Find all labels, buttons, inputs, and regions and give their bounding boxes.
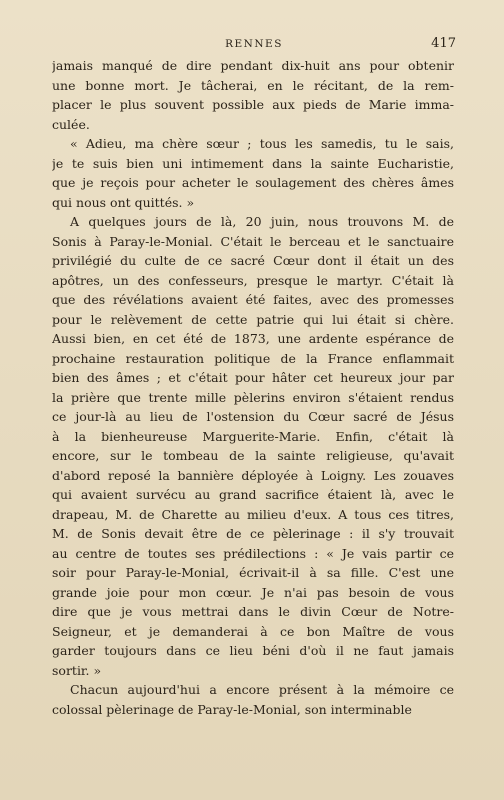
page-number: 417	[431, 36, 456, 51]
text-line: une bonne mort. Je tâcherai, en le récitant, de la rem-	[52, 77, 454, 93]
text-line: culée.	[52, 116, 90, 132]
text-line: M. de Sonis devait être de ce pèlerinage : il s'y trouvait	[52, 526, 454, 541]
paragraph	[52, 56, 454, 134]
text-line: prochaine restauration politique de la France enflammait	[52, 350, 454, 366]
text-line: Sonis à Paray-le-Monial. C'était le berceau et le sanctuaire	[52, 233, 454, 249]
text-line: privilégié du culte de ce sacré Cœur dont il était un des	[52, 253, 454, 268]
text-line: grande joie pour mon cœur. Je n'ai pas besoin de vous	[52, 584, 454, 600]
page-body	[52, 56, 454, 719]
text-line: bien des âmes ; et c'était pour hâter cet heureux jour par	[52, 370, 454, 385]
text-line: au centre de toutes ses prédilections : « Je vais partir ce	[52, 545, 454, 561]
text-line: à la bienheureuse Marguerite-Marie. Enfin, c'était là	[52, 428, 454, 444]
paragraph	[52, 680, 454, 719]
text-line: garder toujours dans ce lieu béni d'où il ne faut jamais	[52, 643, 454, 658]
text-line: « Adieu, ma chère sœur ; tous les samedis, tu le sais,	[70, 136, 454, 151]
text-line: qui nous ont quittés. »	[52, 194, 195, 210]
text-line: drapeau, M. de Charette au milieu d'eux. A tous ces titres,	[52, 506, 454, 522]
text-line: placer le plus souvent possible aux pieds de Marie imma-	[52, 97, 454, 112]
text-line: la prière que trente mille pèlerins environ s'étaient rendus	[52, 389, 454, 405]
text-line: jamais manqué de dire pendant dix-huit ans pour obtenir	[52, 58, 454, 73]
text-line: ce jour-là au lieu de l'ostension du Cœur sacré de Jésus	[52, 409, 454, 424]
running-title: RENNES	[225, 38, 283, 50]
text-line: que des révélations avaient été faites, avec des promesses	[52, 292, 454, 307]
paragraph	[52, 212, 454, 680]
text-line: dire que je vous mettrai dans le divin Cœur de Notre-	[52, 604, 454, 619]
text-line: Seigneur, et je demanderai à ce bon Maître de vous	[52, 623, 454, 639]
text-line: sortir. »	[52, 662, 102, 678]
text-line: colossal pèlerinage de Paray-le-Monial, son interminable	[52, 701, 412, 717]
text-line: je te suis bien uni intimement dans la sainte Eucharistie,	[52, 155, 454, 171]
text-line: que je reçois pour acheter le soulagement des chères âmes	[52, 175, 454, 190]
text-line: apôtres, un des confesseurs, presque le martyr. C'était là	[52, 272, 454, 288]
text-line: soir pour Paray-le-Monial, écrivait-il à sa fille. C'est une	[52, 565, 454, 580]
paragraph	[52, 134, 454, 212]
text-line: d'abord reposé la bannière déployée à Loigny. Les zouaves	[52, 467, 454, 483]
text-line: encore, sur le tombeau de la sainte religieuse, qu'avait	[52, 448, 454, 463]
page-header	[52, 36, 456, 52]
text-line: qui avaient survécu au grand sacrifice étaient là, avec le	[52, 487, 454, 502]
text-line: pour le relèvement de cette patrie qui lui était si chère.	[52, 311, 454, 327]
text-line: Chacun aujourd'hui a encore présent à la mémoire ce	[70, 682, 454, 697]
text-line: A quelques jours de là, 20 juin, nous trouvons M. de	[70, 214, 454, 229]
text-line: Aussi bien, en cet été de 1873, une ardente espérance de	[52, 331, 454, 346]
